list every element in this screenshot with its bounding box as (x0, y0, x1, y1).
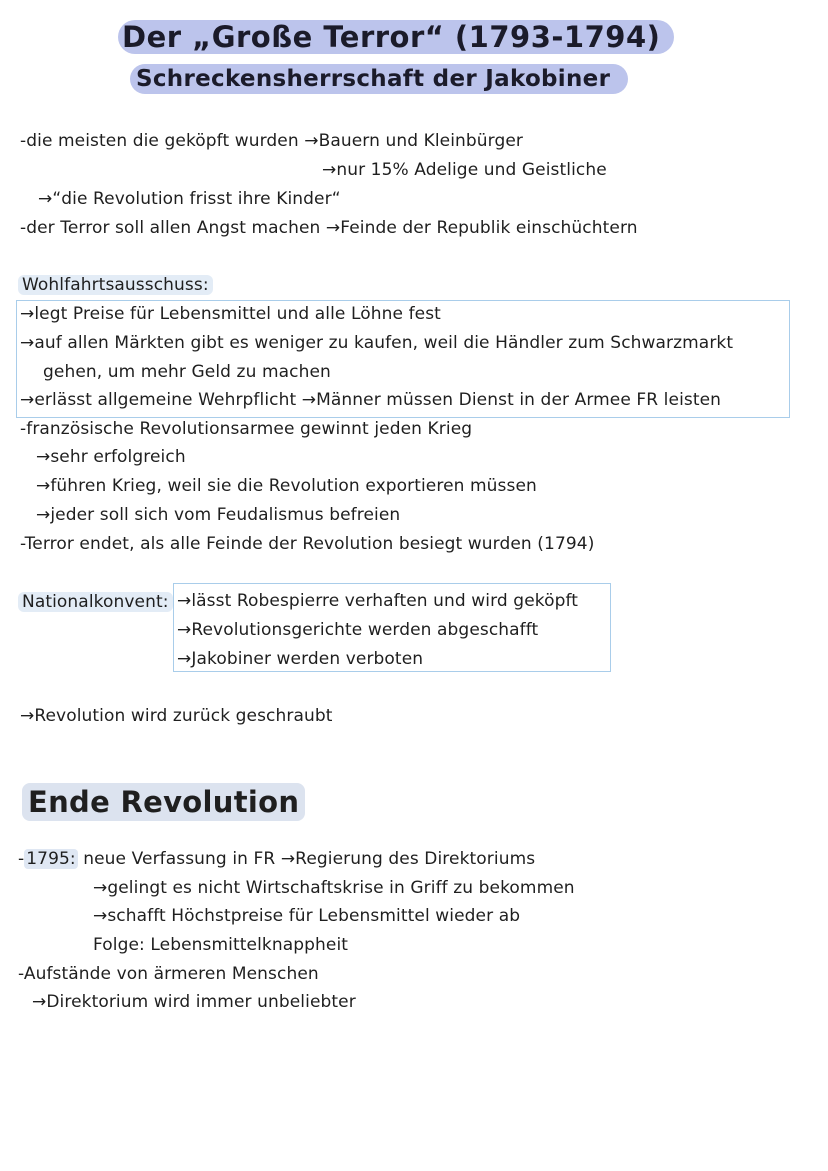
note-line: -die meisten die geköpft wurden →Bauern und Kleinbürger (20, 131, 524, 151)
line-rest: neue Verfassung in FR →Regierung des Direktoriums (77, 849, 536, 869)
section-heading-wohlfahrtsausschuss (22, 271, 213, 300)
page-title: Der „Große Terror“ (1793-1794) (118, 20, 674, 54)
note-line: →lässt Robespierre verhaften und wird geköpft (177, 591, 579, 611)
note-line: →gelingt es nicht Wirtschaftskrise in Griff zu bekommen (93, 878, 575, 898)
note-line: →legt Preise für Lebensmittel und alle Löhne fest (20, 304, 441, 324)
note-line: →Revolution wird zurück geschraubt (20, 706, 333, 726)
heading-highlight: Wohlfahrtsausschuss: (18, 275, 213, 295)
note-line: →führen Krieg, weil sie die Revolution exportieren müssen (36, 476, 537, 496)
note-line: →“die Revolution frisst ihre Kinder“ (38, 189, 341, 209)
section-heading-ende-revolution: Ende Revolution (22, 783, 305, 821)
note-line: gehen, um mehr Geld zu machen (43, 362, 331, 382)
note-line: →auf allen Märkten gibt es weniger zu kaufen, weil die Händler zum Schwarzmarkt (20, 333, 734, 353)
note-line: -Terror endet, als alle Feinde der Revolution besiegt wurden (1794) (20, 534, 595, 554)
page-subtitle: Schreckensherrschaft der Jakobiner (130, 64, 628, 94)
heading-highlight: Nationalkonvent: (18, 592, 173, 612)
note-line: →nur 15% Adelige und Geistliche (322, 160, 607, 180)
note-line: →Direktorium wird immer unbeliebter (32, 992, 356, 1012)
note-line: →erlässt allgemeine Wehrpflicht →Männer müssen Dienst in der Armee FR leisten (20, 390, 722, 410)
section-heading-nationalkonvent (22, 588, 173, 617)
note-line: -französische Revolutionsarmee gewinnt jeden Krieg (20, 419, 473, 439)
note-line: →Jakobiner werden verboten (177, 649, 424, 669)
note-line-1795 (18, 845, 535, 874)
note-line: →Revolutionsgerichte werden abgeschafft (177, 620, 539, 640)
year-highlight: 1795: (26, 849, 76, 869)
note-line: Folge: Lebensmittelknappheit (93, 935, 349, 955)
note-line: -der Terror soll allen Angst machen →Feinde der Republik einschüchtern (20, 218, 638, 238)
note-line: →jeder soll sich vom Feudalismus befreien (36, 505, 401, 525)
note-line: →sehr erfolgreich (36, 447, 186, 467)
note-line: →schafft Höchstpreise für Lebensmittel wieder ab (93, 906, 521, 926)
note-line: -Aufstände von ärmeren Menschen (18, 964, 319, 984)
dash: - (18, 849, 25, 869)
